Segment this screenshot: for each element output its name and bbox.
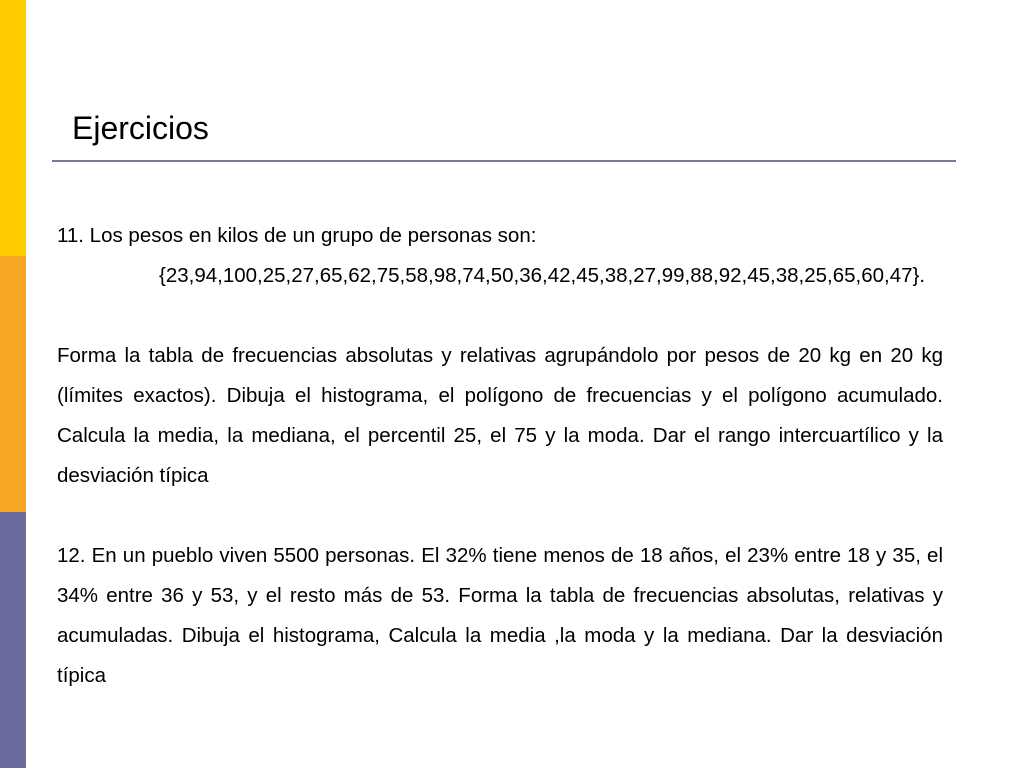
accent-bar-orange <box>0 256 26 512</box>
exercise-11-intro: 11. Los pesos en kilos de un grupo de personas son: <box>57 224 537 247</box>
exercise-11-instructions: Forma la tabla de frecuencias absolutas y relativas agrupándolo por pesos de 20 kg en 20 kg (límites exactos). Dibuja el histograma, el polígono de frecuencias y el polígono acumulado. Calcula la media, la mediana, el percentil 25, el 75 y la moda. Dar el rango intercuartílico y la desviación típica <box>57 344 943 487</box>
accent-bar-purple <box>0 512 26 768</box>
title-divider <box>52 160 956 162</box>
exercise-11-data-set: {23,94,100,25,27,65,62,75,58,98,74,50,36,42,45,38,27,99,88,92,45,38,25,65,60,47}. <box>159 264 926 287</box>
slide-content <box>57 216 943 696</box>
exercise-12-text: 12. En un pueblo viven 5500 personas. El 32% tiene menos de 18 años, el 23% entre 18 y 35, el 34% entre 36 y 53, y el resto más de 53. Forma la tabla de frecuencias absolutas, relativas y acumuladas. Dibuja el histograma, Calcula la media ,la moda y la mediana. Dar la desviación típica <box>57 544 943 687</box>
accent-bar-yellow <box>0 0 26 256</box>
slide-title: Ejercicios <box>72 110 209 146</box>
